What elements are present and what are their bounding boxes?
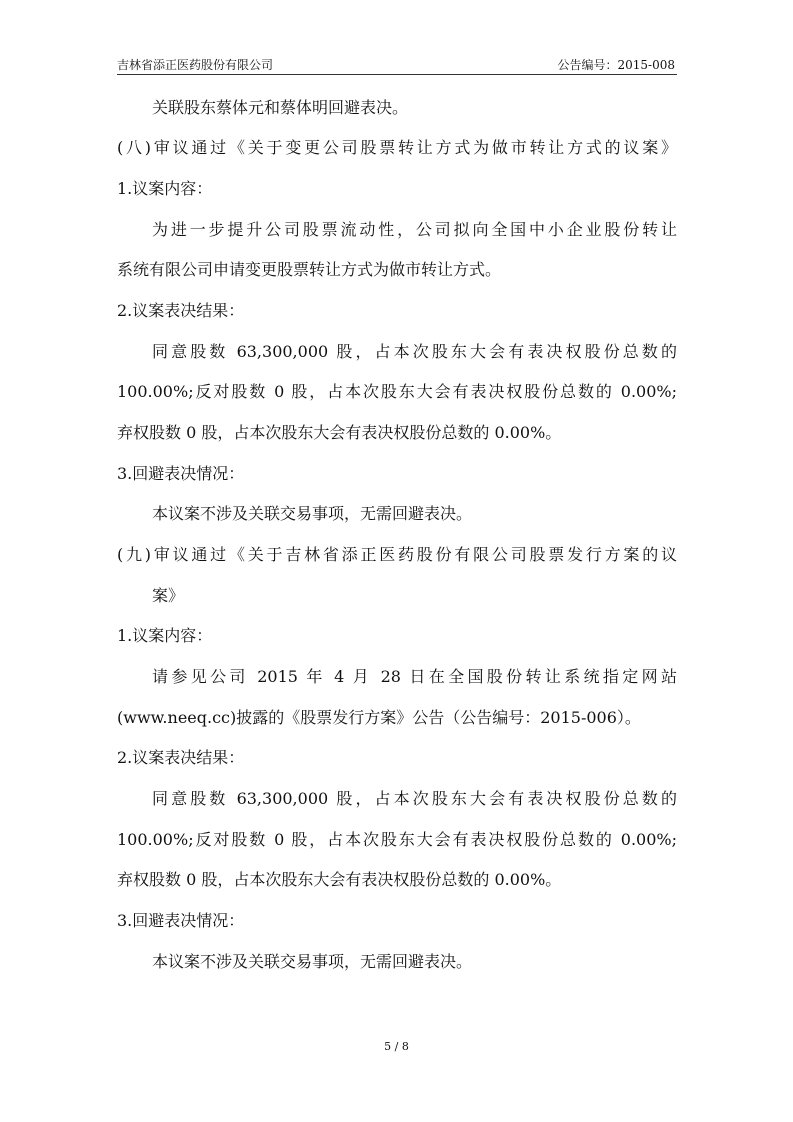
paragraph-line: 请参见公司 2015 年 4 月 28 日在全国股份转让系统指定网站 [152,667,677,686]
subheading-vote-result: 2.议案表决结果： [117,301,245,320]
header-notice-number: 公告编号：2015-008 [557,58,675,72]
paragraph-line: 为进一步提升公司股票流动性，公司拟向全国中小企业股份转让 [152,220,677,239]
paragraph-line: 本议案不涉及关联交易事项，无需回避表决。 [152,952,473,971]
page-number: 5 / 8 [384,1040,409,1053]
subheading-recusal: 3.回避表决情况： [117,464,245,483]
section-heading-9-cont: 案》 [152,586,185,605]
paragraph-line: 系统有限公司申请变更股票转让方式为做市转让方式。 [117,260,502,279]
paragraph-line: 弃权股数 0 股，占本次股东大会有表决权股份总数的 0.00%。 [117,423,562,442]
paragraph-line: (www.neeq.cc)披露的《股票发行方案》公告（公告编号：2015-006）。 [117,708,641,727]
section-heading-8: (八)审议通过《关于变更公司股票转让方式为做市转让方式的议案》 [117,138,677,157]
paragraph-line: 100.00%;反对股数 0 股，占本次股东大会有表决权股份总数的 0.00%; [117,830,677,849]
subheading-recusal: 3.回避表决情况： [117,911,245,930]
section-heading-9: (九)审议通过《关于吉林省添正医药股份有限公司股票发行方案的议 [117,545,677,564]
paragraph-line: 同意股数 63,300,000 股，占本次股东大会有表决权股份总数的 [152,342,677,361]
paragraph-line: 弃权股数 0 股，占本次股东大会有表决权股份总数的 0.00%。 [117,870,562,889]
paragraph-line: 关联股东蔡体元和蔡体明回避表决。 [152,98,409,117]
paragraph-line: 100.00%;反对股数 0 股，占本次股东大会有表决权股份总数的 0.00%; [117,382,677,401]
paragraph-line: 本议案不涉及关联交易事项，无需回避表决。 [152,504,473,523]
subheading-content: 1.议案内容： [117,626,213,645]
subheading-vote-result: 2.议案表决结果： [117,748,245,767]
subheading-content: 1.议案内容： [117,179,213,198]
header-company-name: 吉林省添正医药股份有限公司 [117,58,274,72]
page-header [117,54,677,75]
paragraph-line: 同意股数 63,300,000 股，占本次股东大会有表决权股份总数的 [152,789,677,808]
